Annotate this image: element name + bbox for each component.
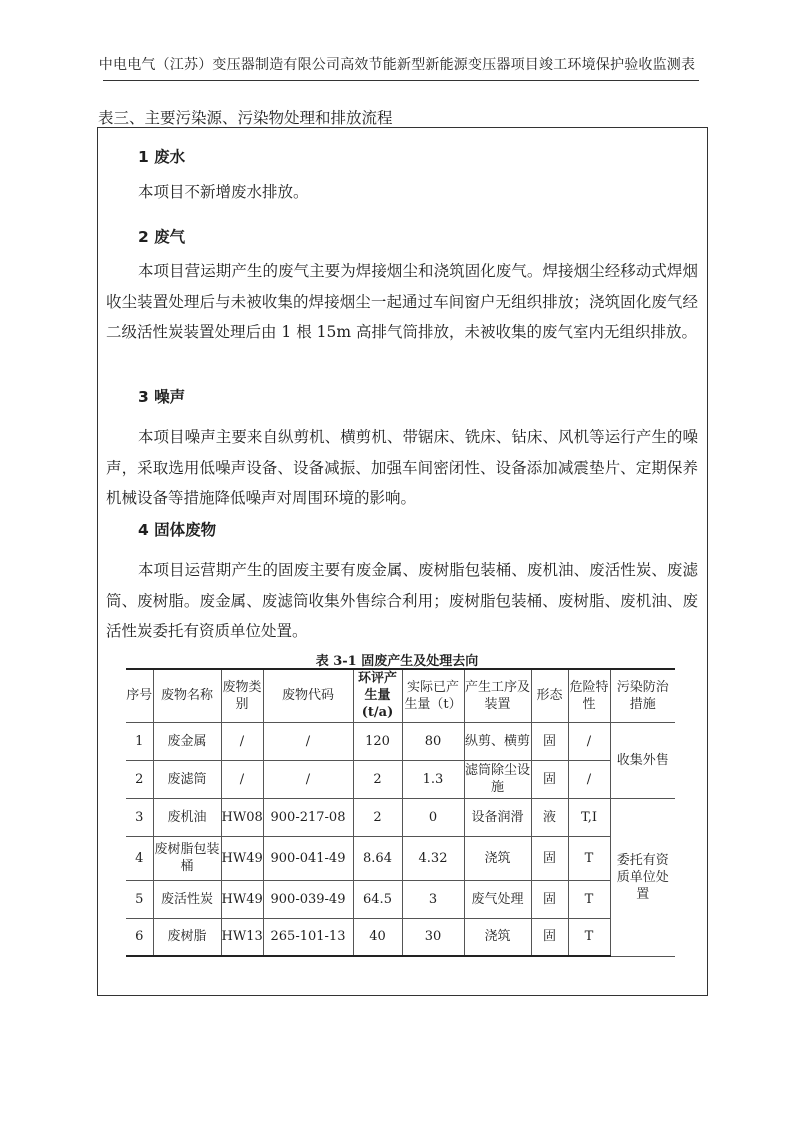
table-row: [126, 918, 675, 956]
cell-code: 265-101-13: [263, 918, 353, 956]
cell-process: 浇筑: [464, 836, 531, 880]
cell-code: /: [263, 760, 353, 798]
cell-form: 液: [531, 798, 568, 836]
col-header-category: 废物类别: [221, 669, 263, 722]
cell-no: 6: [126, 918, 153, 956]
cell-name: 废滤筒: [153, 760, 221, 798]
cell-name: 废活性炭: [153, 880, 221, 918]
cell-name: 废树脂: [153, 918, 221, 956]
cell-measure-sell: 收集外售: [610, 722, 675, 798]
cell-actual: 30: [402, 918, 464, 956]
cell-hazard: /: [568, 760, 610, 798]
cell-actual: 4.32: [402, 836, 464, 880]
cell-process: 滤筒除尘设施: [464, 760, 531, 798]
cell-actual: 1.3: [402, 760, 464, 798]
header-rule: [103, 80, 699, 81]
solid-waste-table: [126, 668, 675, 957]
cell-process: 设备润滑: [464, 798, 531, 836]
col-header-hazard: 危险特性: [568, 669, 610, 722]
cell-form: 固: [531, 760, 568, 798]
heading-wastewater: 1 废水: [138, 148, 186, 166]
cell-eia: 40: [353, 918, 402, 956]
cell-hazard: T,I: [568, 798, 610, 836]
cell-eia: 8.64: [353, 836, 402, 880]
col-header-name: 废物名称: [153, 669, 221, 722]
text-solid-waste: 本项目运营期产生的固废主要有废金属、废树脂包装桶、废机油、废活性炭、废滤筒、废树脂。废金属、废滤筒收集外售综合利用；废树脂包装桶、废树脂、废机油、废活性炭委托有资质单位处置。: [106, 561, 698, 640]
cell-category: HW13: [221, 918, 263, 956]
col-header-form: 形态: [531, 669, 568, 722]
cell-name: 废机油: [153, 798, 221, 836]
cell-eia: 2: [353, 760, 402, 798]
cell-code: /: [263, 722, 353, 760]
col-header-actual-amount: 实际已产生量（t）: [402, 669, 464, 722]
cell-name: 废树脂包装桶: [153, 836, 221, 880]
text-exhaust-gas: 本项目营运期产生的废气主要为焊接烟尘和浇筑固化废气。焊接烟尘经移动式焊烟收尘装置处理后与未被收集的焊接烟尘一起通过车间窗户无组织排放；浇筑固化废气经二级活性炭装置处理后由 1 根 15m 高排气筒排放，未被收集的废气室内无组织排放。: [106, 262, 698, 341]
cell-process: 废气处理: [464, 880, 531, 918]
cell-no: 4: [126, 836, 153, 880]
cell-hazard: T: [568, 918, 610, 956]
col-header-code: 废物代码: [263, 669, 353, 722]
cell-process: 纵剪、横剪: [464, 722, 531, 760]
col-header-measure: 污染防治措施: [610, 669, 675, 722]
cell-no: 2: [126, 760, 153, 798]
cell-category: HW08: [221, 798, 263, 836]
cell-no: 1: [126, 722, 153, 760]
cell-form: 固: [531, 918, 568, 956]
cell-actual: 3: [402, 880, 464, 918]
cell-process: 浇筑: [464, 918, 531, 956]
table-caption: 表 3-1 固废产生及处理去向: [315, 654, 479, 669]
text-noise: 本项目噪声主要来自纵剪机、横剪机、带锯床、铣床、钻床、风机等运行产生的噪声，采取选用低噪声设备、设备减振、加强车间密闭性、设备添加减震垫片、定期保养机械设备等措施降低噪声对周围环境的影响。: [106, 428, 698, 507]
col-header-eia-amount: 环评产生量(t/a): [353, 669, 402, 722]
cell-code: 900-039-49: [263, 880, 353, 918]
cell-category: /: [221, 722, 263, 760]
cell-actual: 0: [402, 798, 464, 836]
cell-name: 废金属: [153, 722, 221, 760]
col-header-process: 产生工序及装置: [464, 669, 531, 722]
cell-actual: 80: [402, 722, 464, 760]
heading-exhaust-gas: 2 废气: [138, 228, 186, 246]
cell-eia: 2: [353, 798, 402, 836]
cell-measure-dispose: 委托有资质单位处置: [610, 798, 675, 956]
cell-no: 5: [126, 880, 153, 918]
cell-eia: 64.5: [353, 880, 402, 918]
text-wastewater: 本项目不新增废水排放。: [138, 183, 309, 201]
cell-code: 900-217-08: [263, 798, 353, 836]
cell-category: HW49: [221, 836, 263, 880]
cell-form: 固: [531, 722, 568, 760]
cell-category: HW49: [221, 880, 263, 918]
section-title: 表三、主要污染源、污染物处理和排放流程: [98, 109, 393, 127]
table-header-row: [126, 669, 675, 722]
cell-category: /: [221, 760, 263, 798]
table-row: [126, 836, 675, 880]
cell-hazard: T: [568, 880, 610, 918]
cell-form: 固: [531, 836, 568, 880]
table-row: [126, 722, 675, 760]
cell-no: 3: [126, 798, 153, 836]
page-header: 中电电气（江苏）变压器制造有限公司高效节能新型新能源变压器项目竣工环境保护验收监测表: [98, 57, 696, 73]
heading-solid-waste: 4 固体废物: [138, 521, 217, 539]
col-header-no: 序号: [126, 669, 153, 722]
cell-form: 固: [531, 880, 568, 918]
table-row: [126, 798, 675, 836]
cell-hazard: /: [568, 722, 610, 760]
table-row: [126, 880, 675, 918]
heading-noise: 3 噪声: [138, 388, 186, 406]
cell-hazard: T: [568, 836, 610, 880]
cell-eia: 120: [353, 722, 402, 760]
table-row: [126, 760, 675, 798]
cell-code: 900-041-49: [263, 836, 353, 880]
